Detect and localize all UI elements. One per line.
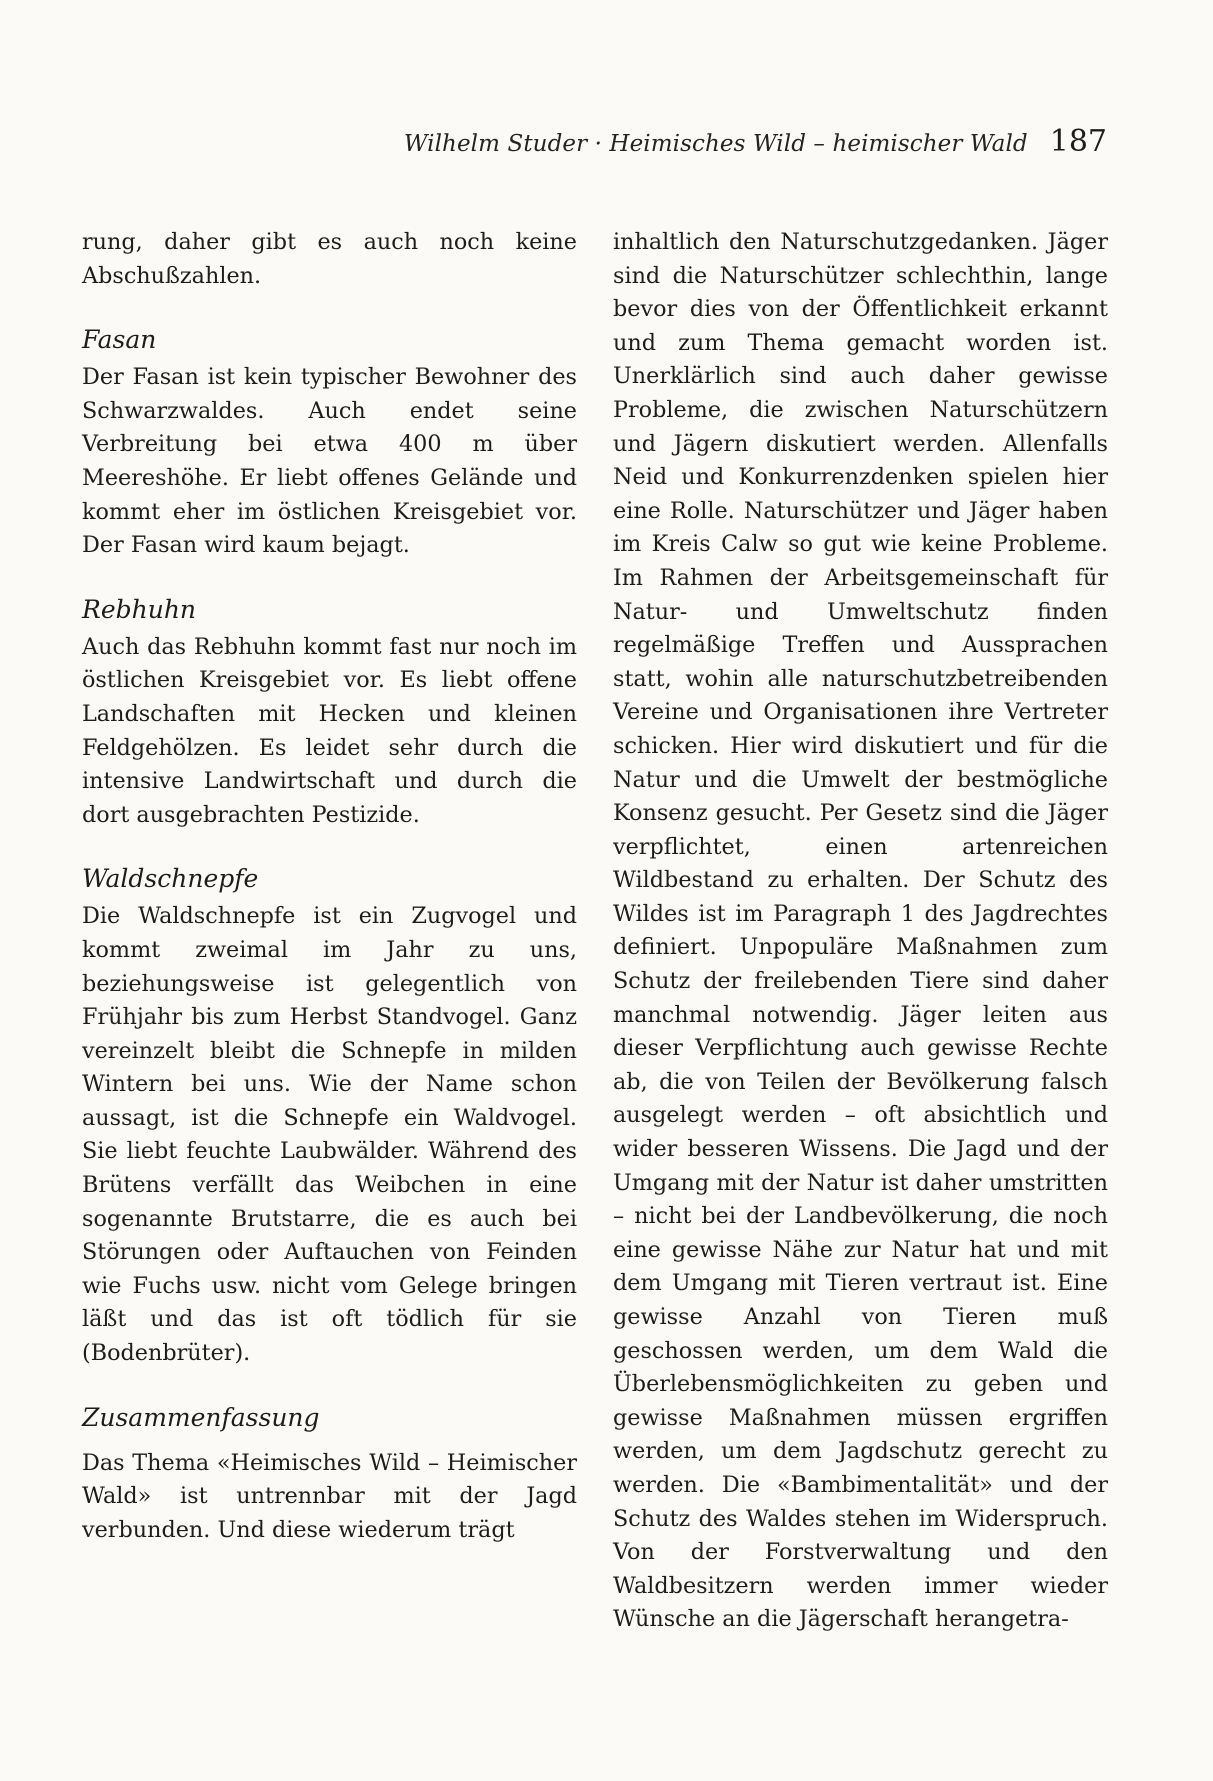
right-column	[613, 226, 1108, 1637]
section-heading-fasan: Fasan	[82, 325, 157, 355]
page-number: 187	[1049, 124, 1107, 159]
running-head-title: Wilhelm Studer · Heimisches Wild – heimischer Wald	[403, 131, 1028, 157]
section-text-zusammenfassung: Das Thema «Heimisches Wild – Heimischer Wald» ist untrennbar mit der Jagd verbunden. Und diese wiederum trägt	[82, 1449, 577, 1543]
section-text-waldschnepfe: Die Waldschnepfe ist ein Zugvogel und kommt zweimal im Jahr zu uns, beziehungsweise ist gelegentlich von Frühjahr bis zum Herbst Standvogel. Ganz vereinzelt bleibt die Schnepfe in milden Wintern bei uns. Wie der Name schon aussagt, ist die Schnepfe ein Waldvogel. Sie liebt feuchte Laubwälder. Während des Brütens verfällt das Weibchen in eine sogenannte Brutstarre, die es auch bei Störungen oder Auftauchen von Feinden wie Fuchs usw. nicht vom Gelege bringen läßt und das ist oft tödlich für sie (Bodenbrüter).	[82, 903, 577, 1367]
section-heading-rebhuhn: Rebhuhn	[82, 594, 197, 624]
section-heading-zusammenfassung: Zusammenfassung	[82, 1402, 320, 1432]
running-head	[404, 124, 1107, 160]
right-column-text: inhaltlich den Naturschutzgedanken. Jäger sind die Naturschützer schlechthin, lange bevor dies von der Öffentlichkeit erkannt und zum Thema gemacht worden ist. Unerklärlich sind auch daher gewisse Probleme, die zwischen Naturschützern und Jägern diskutiert werden. Allenfalls Neid und Konkurrenzdenken spielen hier eine Rolle. Naturschützer und Jäger haben im Kreis Calw so gut wie keine Probleme. Im Rahmen der Arbeitsgemeinschaft für Natur- und Umweltschutz finden regelmäßige Treffen und Aussprachen statt, wohin alle naturschutzbetreibenden Vereine und Organisationen ihre Vertreter schicken. Hier wird diskutiert und für die Natur und die Umwelt der bestmögliche Konsenz gesucht. Per Gesetz sind die Jäger verpflichtet, einen artenreichen Wildbestand zu erhalten. Der Schutz des Wildes ist im Paragraph 1 des Jagdrechtes definiert. Unpopuläre Maßnahmen zum Schutz der freilebenden Tiere sind daher manchmal notwendig. Jäger leiten aus dieser Verpflichtung auch gewisse Rechte ab, die von Teilen der Bevölkerung falsch ausgelegt werden – oft absichtlich und wider besseren Wissens. Die Jagd und der Umgang mit der Natur ist daher umstritten – nicht bei der Landbevölkerung, die noch eine gewisse Nähe zur Natur hat und mit dem Umgang mit Tieren vertraut ist. Eine gewisse Anzahl von Tieren muß geschossen werden, um dem Wald die Überlebensmöglichkeiten zu geben und gewisse Maßnahmen müssen ergriffen werden, um dem Jagdschutz gerecht zu werden. Die «Bambimentalität» und der Schutz des Waldes stehen im Widerspruch. Von der Forstverwaltung und den Waldbesitzern werden immer wieder Wünsche an die Jägerschaft herangetra-	[613, 229, 1108, 1633]
section-heading-waldschnepfe: Waldschnepfe	[82, 864, 259, 894]
section-text-fasan: Der Fasan ist kein typischer Bewohner des Schwarzwaldes. Auch endet seine Verbreitung bei etwa 400 m über Meereshöhe. Er liebt offenes Gelände und kommt eher im östlichen Kreisgebiet vor. Der Fasan wird kaum bejagt.	[82, 364, 577, 559]
intro-paragraph: rung, daher gibt es auch noch keine Abschußzahlen.	[82, 229, 577, 289]
section-text-rebhuhn: Auch das Rebhuhn kommt fast nur noch im östlichen Kreisgebiet vor. Es liebt offene Landschaften mit Hecken und kleinen Feldgehölzen. Es leidet sehr durch die intensive Landwirtschaft und durch die dort ausgebrachten Pestizide.	[82, 633, 577, 828]
left-column	[82, 226, 577, 1547]
